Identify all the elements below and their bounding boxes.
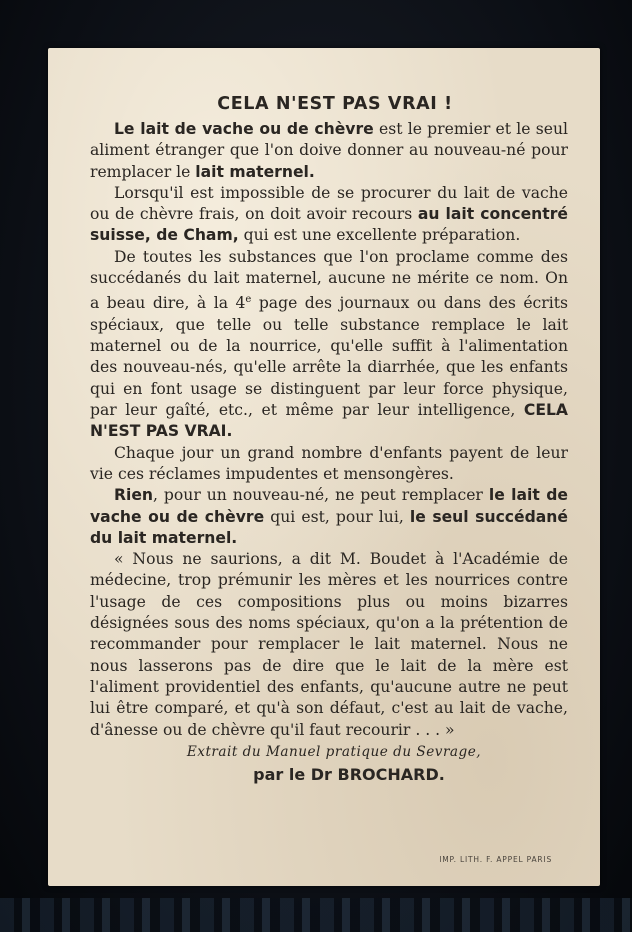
paragraph-2 — [90, 183, 568, 247]
p1-text-1: est le premier et le seul aliment étranger que l'on doive donner au nouveau-né pour remplacer le — [90, 120, 568, 181]
paragraph-4: Chaque jour un grand nombre d'enfants payent de leur vie ces réclames impudentes et mensongères. — [90, 443, 568, 483]
p2-text-1: Lorsqu'il est impossible de se procurer du lait de vache ou de chèvre frais, on doit avoir recours — [90, 183, 568, 224]
p5-text-1: , pour un nouveau-né, ne peut remplacer — [153, 486, 489, 505]
paragraph-6-quote: « Nous ne saurions, a dit M. Boudet à l'Académie de médecine, trop prémunir les mères et les nourrices contre l'usage de ces compositions plus ou moins bizarres désignées sous des noms spéciaux, qu'on a la prétention de recommander pour remplacer le lait maternel. Nous ne nous lasserons pas de dire que le lait de la mère est l'aliment providentiel des enfants, qu'aucune autre ne peut lui être comparé, et qu'à son défaut, c'est au lait de vache, d'ânesse ou de chèvre qu'il faut recourir . . . » — [90, 550, 568, 739]
trade-card — [48, 48, 600, 886]
author-name: par le Dr BROCHARD. — [253, 765, 445, 785]
p5-bold-1: Rien — [114, 486, 154, 505]
card-title: CELA N'EST PAS VRAI ! — [217, 94, 453, 114]
paragraph-1 — [90, 119, 568, 183]
p5-bold-2: le lait de vache ou de chèvre — [90, 486, 569, 526]
paragraph-5 — [90, 485, 568, 549]
p1-bold-2: lait maternel. — [195, 162, 315, 181]
p3-text-1: De toutes les substances que l'on proclame comme des succédanés du lait maternel, aucune ne mérite ce nom. On a beau dire, à la 4 — [90, 247, 568, 313]
p2-bold-1: au lait concentré suisse, de Cham, — [90, 205, 568, 245]
p3-superscript: e — [245, 294, 252, 306]
p2-text-2: qui est une excellente préparation. — [238, 226, 521, 245]
p5-bold-3: le seul succédané du lait maternel. — [90, 507, 568, 547]
author-line — [90, 764, 568, 786]
p3-bold-1: CELA N'EST PAS VRAI. — [90, 401, 568, 441]
card-text — [90, 93, 568, 786]
printer-imprint: IMP. LITH. F. APPEL PARIS — [439, 855, 552, 864]
p5-text-2: qui est, pour lui, — [264, 507, 410, 526]
source-credit: Extrait du Manuel pratique du Sevrage, — [186, 743, 482, 760]
scan-edge-strip — [0, 898, 632, 932]
paragraph-3 — [90, 247, 568, 443]
p1-bold-1: Le lait de vache ou de chèvre — [114, 120, 374, 138]
p3-text-2: page des journaux ou dans des écrits spéciaux, que telle ou telle substance remplace le lait maternel ou de la nourrice, qu'elle suffit à l'alimentation des nouveau-nés, qu'elle arrête la diarrhée, que les enfants qui en font usage se distinguent par leur force physique, par leur gaîté, etc., et même par leur intelligence, — [90, 294, 568, 420]
